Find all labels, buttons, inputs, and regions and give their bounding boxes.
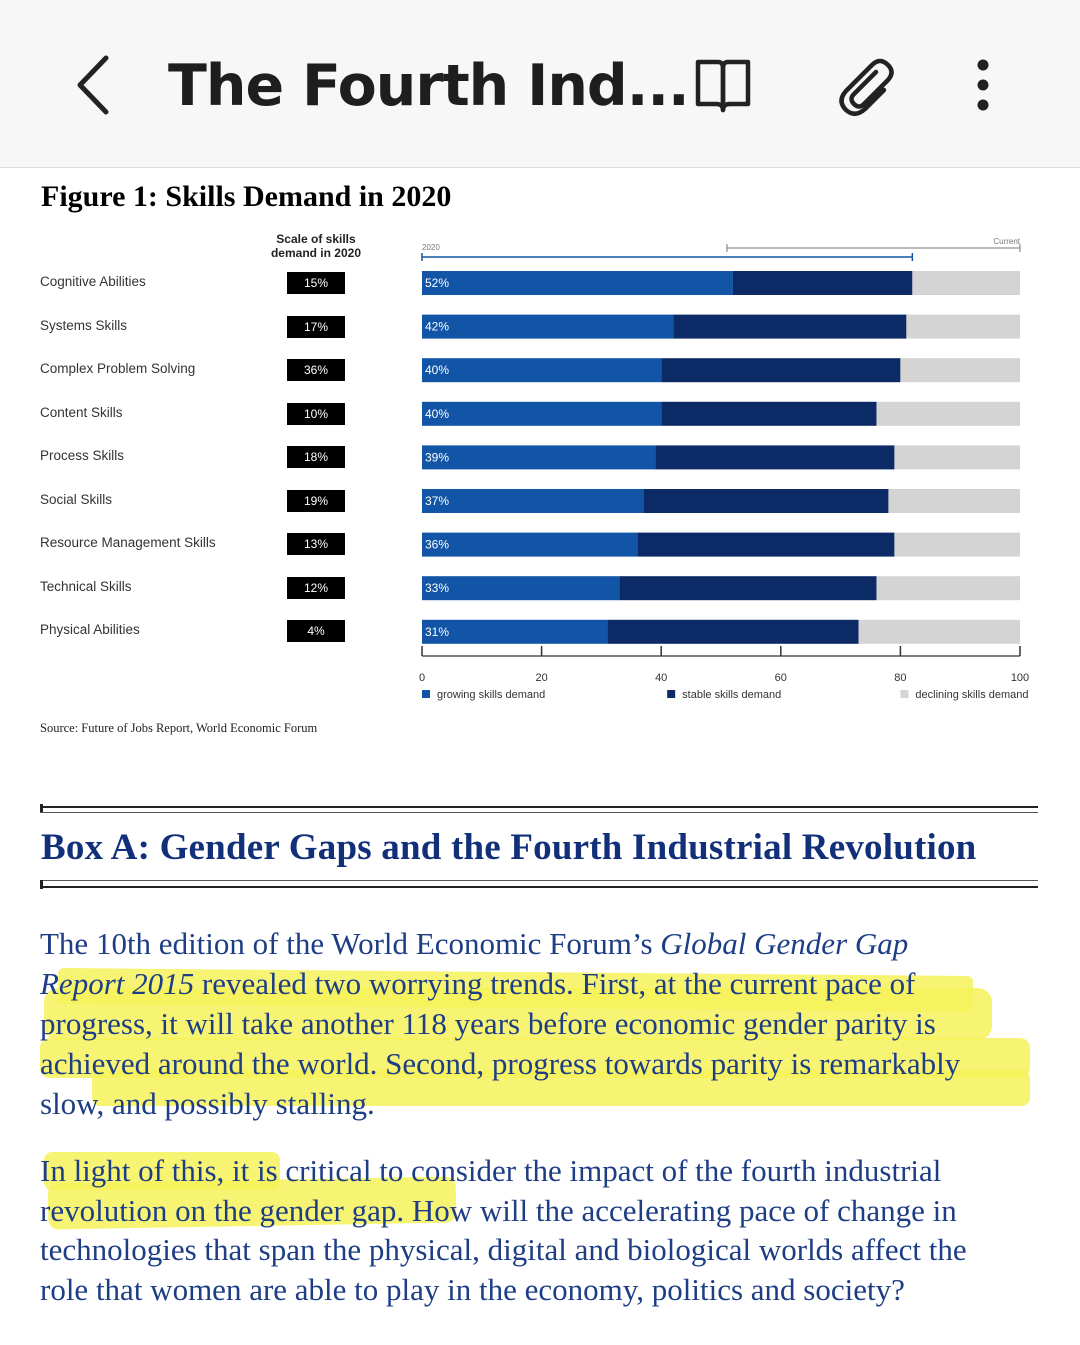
bar-segment-stable [733,271,912,295]
bar-segment-stable [655,445,894,469]
legend-label: stable skills demand [682,689,782,701]
bar-data-label: 40% [425,363,450,378]
x-tick-label: 100 [1010,672,1030,684]
scale-percent-box: 13% [287,533,345,555]
bar-segment-stable [637,533,894,557]
box-title: Box A: Gender Gaps and the Fourth Industrial Revolution [41,827,977,868]
bar-data-label: 37% [425,494,450,508]
x-tick-label: 0 [418,672,426,684]
paragraph-line: technologies that span the physical, digital and biological worlds affect the [40,1232,967,1267]
attachment-icon[interactable] [832,52,898,118]
bar-segment-declining [894,533,1020,557]
bar-segment-declining [876,402,1020,426]
paragraph-line: progress, it will take another 118 years before economic gender parity is [40,1006,936,1041]
skill-label: Resource Management Skills [40,535,216,550]
skill-label: Systems Skills [40,318,128,333]
more-vertical-icon[interactable] [950,52,1016,118]
skill-label: Process Skills [40,448,125,463]
x-tick-label: 40 [655,672,668,684]
bar-segment-growing [422,402,661,426]
bar-segment-declining [900,358,1020,382]
bar-segment-declining [894,445,1020,469]
bar-segment-growing [422,445,655,469]
figure-source: Source: Future of Jobs Report, World Economic Forum [40,721,318,735]
bar-segment-growing [422,576,619,600]
skill-label: Complex Problem Solving [40,361,196,376]
bar-data-label: 33% [425,581,450,596]
paragraph-line: In light of this, it is critical to consider the impact of the fourth industrial [40,1153,942,1188]
scale-percent-box: 12% [287,577,345,599]
scale-percent-box: 4% [287,620,345,642]
bar-data-label: 52% [425,276,450,290]
bar-segment-growing [422,271,733,295]
skill-label: Content Skills [40,405,123,420]
bar-segment-stable [661,402,876,426]
legend-swatch [900,690,908,698]
figure-title: Figure 1: Skills Demand in 2020 [41,180,452,213]
scale-percent-box: 36% [287,359,345,381]
x-tick-label: 80 [894,672,907,684]
top-rule-thin [40,812,1038,813]
scale-header-line-1: Scale of skills [276,232,356,246]
bar-data-label: 40% [425,406,450,421]
bar-segment-declining [876,576,1020,600]
paragraph-line [40,924,1050,964]
report-title-italic: Report 2015 [40,966,195,1001]
top-label-current: Current [993,237,1020,246]
bar-data-label: 36% [425,537,450,552]
bar-segment-growing [422,489,643,513]
skill-label: Physical Abilities [40,622,140,637]
bar-segment-declining [859,620,1020,644]
scale-header-line-2: demand in 2020 [270,246,362,260]
bottom-rule [40,886,1038,888]
text-run: The 10th edition of the World Economic Forum’s [40,926,661,961]
bar-segment-stable [661,358,900,382]
bar-segment-growing [422,315,673,339]
bar-segment-growing [422,620,607,644]
bar-segment-stable [673,315,906,339]
scale-percent-box: 17% [287,316,345,338]
legend-label: growing skills demand [437,689,546,701]
skill-label: Social Skills [40,492,113,507]
bar-segment-stable [643,489,888,513]
text-run: revealed two worrying trends. First, at the current pace of [194,966,916,1001]
bar-segment-declining [906,315,1020,339]
bar-data-label: 39% [425,450,450,465]
bar-segment-stable [619,576,876,600]
scale-percent-box: 18% [287,446,345,468]
bar-data-label: 42% [425,319,450,334]
bar-data-label: 31% [425,624,450,639]
x-tick-label: 60 [774,672,787,684]
legend-label: declining skills demand [915,689,1029,701]
paragraph-line: achieved around the world. Second, progress towards parity is remarkably [40,1046,961,1081]
top-label-2020: 2020 [422,243,440,252]
paragraph-2 [40,1151,1050,1309]
scale-percent-box: 19% [287,490,345,512]
legend-swatch [667,690,675,698]
scale-header [256,232,376,260]
skill-label: Technical Skills [40,579,132,594]
document-title: The Fourth Ind... [168,53,689,119]
top-rule [40,806,1038,808]
paragraph-line: role that women are able to play in the economy, politics and society? [40,1271,905,1307]
x-tick-label: 20 [535,672,548,684]
bar-segment-growing [422,358,661,382]
scale-percent-box: 10% [287,403,345,425]
paragraph-1 [40,924,1050,1124]
report-title-italic: Global Gender Gap [660,926,909,961]
paragraph-line [40,964,1050,1004]
app-bar [0,0,1080,168]
back-arrow-icon[interactable] [66,50,126,120]
legend-swatch [422,690,430,698]
bar-segment-stable [607,620,858,644]
skill-label: Cognitive Abilities [40,274,146,289]
skills-demand-chart [400,228,1040,712]
bar-segment-growing [422,533,637,557]
bottom-rule-thin [40,880,1038,881]
book-icon[interactable] [690,52,756,118]
bar-segment-declining [888,489,1020,513]
paragraph-line: slow, and possibly stalling. [40,1086,375,1121]
bar-segment-declining [912,271,1020,295]
scale-percent-box: 15% [287,272,345,294]
paragraph-line: revolution on the gender gap. How will the accelerating pace of change in [40,1192,957,1228]
